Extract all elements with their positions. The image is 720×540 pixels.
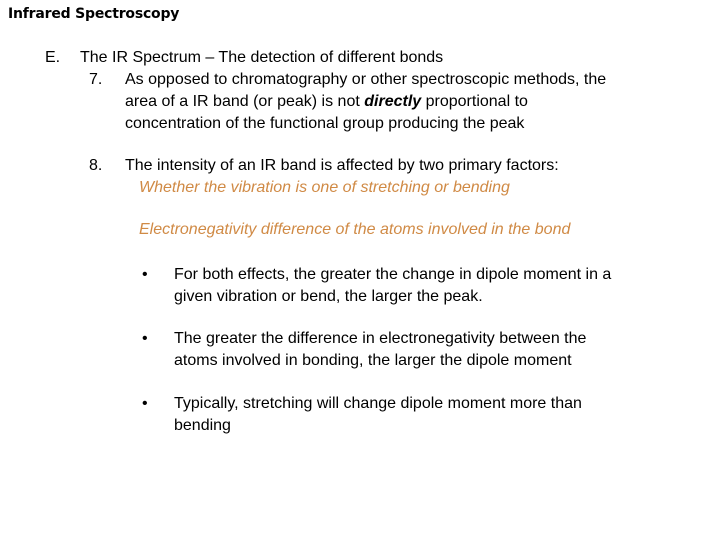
bullet-3-line-2: bending xyxy=(174,417,231,434)
item-8-number: 8. xyxy=(89,157,103,174)
bullet-1-line-2: given vibration or bend, the larger the peak. xyxy=(174,288,483,305)
item-8-text: The intensity of an IR band is affected by two primary factors: xyxy=(125,157,559,174)
bullet-2-marker: • xyxy=(142,330,148,347)
factor-stretching-bending: Whether the vibration is one of stretching or bending xyxy=(139,179,510,196)
item-7-line-1: As opposed to chromatography or other spectroscopic methods, the xyxy=(125,71,607,88)
bullet-2-line-2: atoms involved in bonding, the larger the dipole moment xyxy=(174,352,572,369)
item-7-number: 7. xyxy=(89,71,103,88)
bullet-3-marker: • xyxy=(142,395,148,412)
bullet-2-line-1: The greater the difference in electronegativity between the xyxy=(174,330,587,347)
factor-electronegativity: Electronegativity difference of the atoms involved in the bond xyxy=(139,221,571,238)
item-7-emphasis: directly xyxy=(364,93,422,110)
bullet-1-marker: • xyxy=(142,266,148,283)
section-marker: E. xyxy=(45,49,61,66)
item-7-line-3: concentration of the functional group producing the peak xyxy=(125,115,525,132)
item-7-line-2-post: proportional to xyxy=(421,93,528,110)
item-7-line-2 xyxy=(125,91,528,112)
slide-header: Infrared Spectroscopy xyxy=(8,6,180,22)
section-title: The IR Spectrum – The detection of different bonds xyxy=(80,49,444,66)
bullet-3-line-1: Typically, stretching will change dipole moment more than xyxy=(174,395,582,412)
bullet-1-line-1: For both effects, the greater the change in dipole moment in a xyxy=(174,266,612,283)
item-7-line-2-pre: area of a IR band (or peak) is not xyxy=(125,93,365,110)
